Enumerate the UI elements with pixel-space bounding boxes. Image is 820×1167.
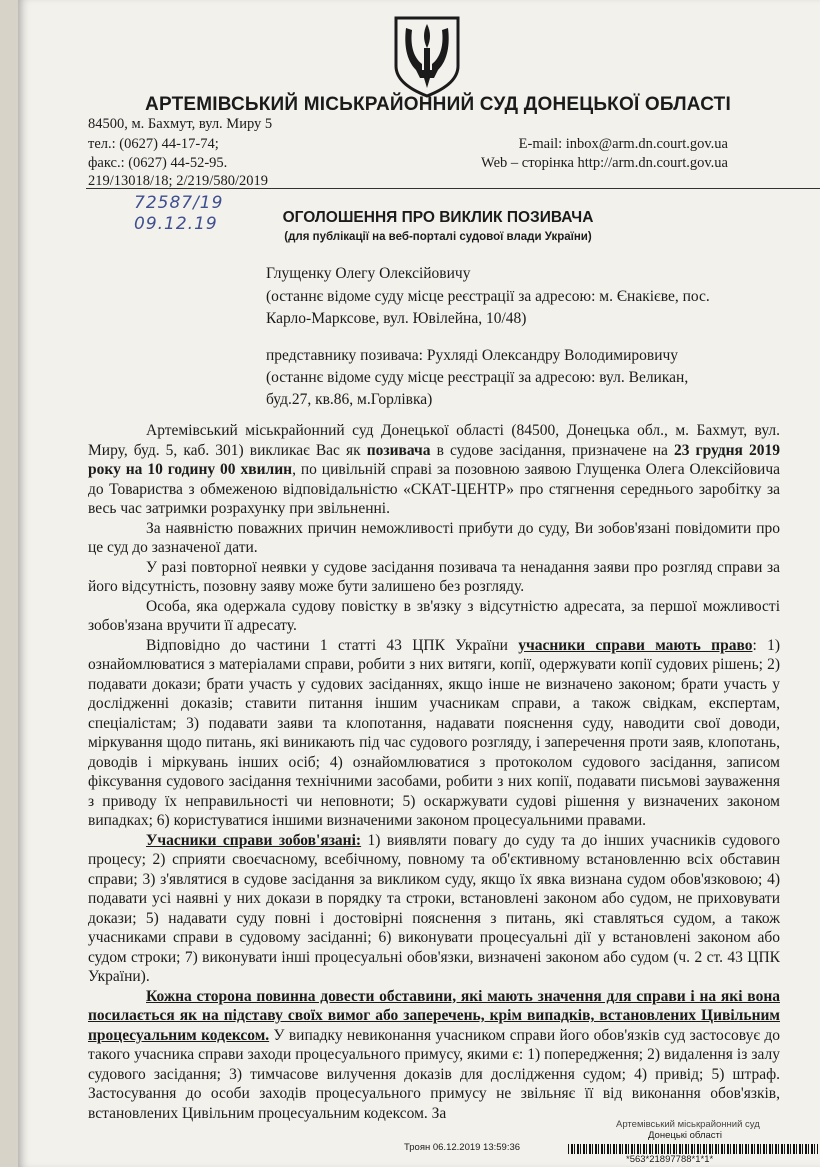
document-title: ОГОЛОШЕННЯ ПРО ВИКЛИК ПОЗИВАЧА [282,209,594,226]
recipient-plaintiff-address-line1: (останнє відоме суду місце реєстрації за адресою: м. Єнакієве, пос. [266,288,710,305]
paragraph-participant-duties: Учасники справи зобов'язані: 1) виявляти повагу до суду та до інших учасників судового процесу; 2) сприяти своєчасному, всебічному, повному та об'єктивному встановленню всіх обставин справи; 3) з'являтися в судове засідання за викликом суду, якщо їх явка визнана судом обов'язковою; 4) подавати усі наявні у них докази в порядку та строки, встановлені законом або судом, не приховувати докази; 5) надавати суду повні і достовірні пояснення з питань, які ставляться судом, а також учасниками справи в судовому засіданні; 6) виконувати процесуальні дії у встановлені законом або судом строки; 7) виконувати інші процесуальні обов'язки, визначені законом або судом (ч. 2 ст. 43 ЦПК України). [88,831,780,985]
court-email: E-mail: inbox@arm.dn.court.gov.ua [518,136,728,152]
handwritten-registration-number: 72587/19 [134,193,224,213]
court-address: 84500, м. Бахмут, вул. Миру 5 [88,116,273,132]
paragraph-participant-rights: Відповідно до частини 1 статті 43 ЦПК України учасники справи мають право: 1) ознайомлюватися з матеріалами справи, робити з них витяги, копії, одержувати копії судових рішень; 2) подавати докази; брати участь у судових засіданнях, якщо інше не визначено законом; брати участь у дослідженні доказів; ставити питання іншим учасникам справи, а також свідкам, експертам, спеціалістам; 3) подавати заяви та клопотання, надавати пояснення суду, наводити свої доводи, міркування щодо питань, які виникають під час судового розгляду, і заперечення проти заяв, клопотань, доводів і міркувань інших осіб; 4) ознайомлюватися з протоколом судового засідання, записом фіксування судового засідання технічними засобами, робити з них копії, подавати письмові зауваження з приводу їх неправильності чи неповноти; 5) оскаржувати судові рішення у визначених законом випадках; 6) користуватися іншими визначеними законом процесуальними правами. [88,636,780,829]
recipient-representative-address-line1: (останнє відоме суду місце реєстрації за адресою: вул. Великан, [266,369,689,386]
court-website: Web – сторінка http://arm.dn.court.gov.ua [481,155,728,171]
paragraph-repeated-absence: У разі повторної неявки у судове засідання позивача та ненадання заяви про розгляд справи за його відсутність, позовну заяву може бути залишено без розгляду. [88,558,780,595]
barcode-code: *563*21897788*1*1* [626,1154,714,1165]
paragraph-notify-court: За наявністю поважних причин неможливості прибути до суду, Ви зобов'язані повідомити про це суд до зазначеної дати. [88,519,780,556]
court-fax: факс.: (0627) 44-52-95. [88,155,228,171]
barcode [568,1144,818,1154]
case-numbers: 219/13018/18; 2/219/580/2019 [88,173,269,189]
court-name: АРТЕМІВСЬКИЙ МІСЬКРАЙОННИЙ СУД ДОНЕЦЬКОЇ ОБЛАСТІ [145,94,731,115]
stamp-region: Донецькі області [648,1130,722,1141]
document-page [18,0,820,1167]
document-subtitle: (для публікації на веб-порталі судової влади України) [284,231,592,243]
recipient-plaintiff-name: Глущенку Олегу Олексійовичу [266,265,471,282]
recipient-representative-address-line2: буд.27, кв.86, м.Горлівка) [266,391,433,408]
recipient-representative-name: представнику позивача: Рухляді Олександру Володимировичу [266,347,679,364]
paragraph-summons-delivery: Особа, яка одержала судову повістку в зв'язку з відсутністю адресата, за першої можливості зобов'язана вручити її адресату. [88,597,780,634]
stamp-registrar-timestamp: Троян 06.12.2019 13:59:36 [404,1142,521,1153]
notice-body [88,421,780,1123]
paragraph-burden-of-proof: Кожна сторона повинна довести обставини, які мають значення для справи і на які вона посилається як на підставу своїх вимог або заперечень, крім випадків, встановлених Цивільним процесуальним кодексом. У випадку невиконання учасником справи його обов'язків суд застосовує до такого учасника справи заходи процесуального примусу, якими є: 1) попередження; 2) видалення із залу судового засідання; 3) тимчасове вилучення доказів для дослідження судом; 4) привід; 5) штраф. Застосування до особи заходів процесуального примусу не звільняє її від виконання обов'язків, встановлених Цивільним процесуальним кодексом. За [88,987,780,1122]
paragraph-summons: Артемівський міськрайонний суд Донецької області (84500, Донецька обл., м. Бахмут, вул. Миру, буд. 5, каб. 301) викликає Вас як позивача в судове засідання, призначене на 23 грудня 2019 року на 10 годину 00 хвилин, по цивільній справі за позовною заявою Глущенка Олега Олексійовича до Товариства з обмеженою відповідальністю «СКАТ-ЦЕНТР» про стягнення середнього заробітку за весь час затримки розрахунку при звільненні. [88,422,781,517]
coat-of-arms-icon [388,14,466,98]
court-phone: тел.: (0627) 44-17-74; [88,136,219,152]
recipient-plaintiff-address-line2: Карло-Марксове, вул. Ювілейна, 10/48) [266,310,527,327]
stamp-court-name: Артемівський міськрайонний суд [616,1119,760,1130]
header-divider [86,188,820,189]
handwritten-registration-date: 09.12.19 [134,214,218,234]
